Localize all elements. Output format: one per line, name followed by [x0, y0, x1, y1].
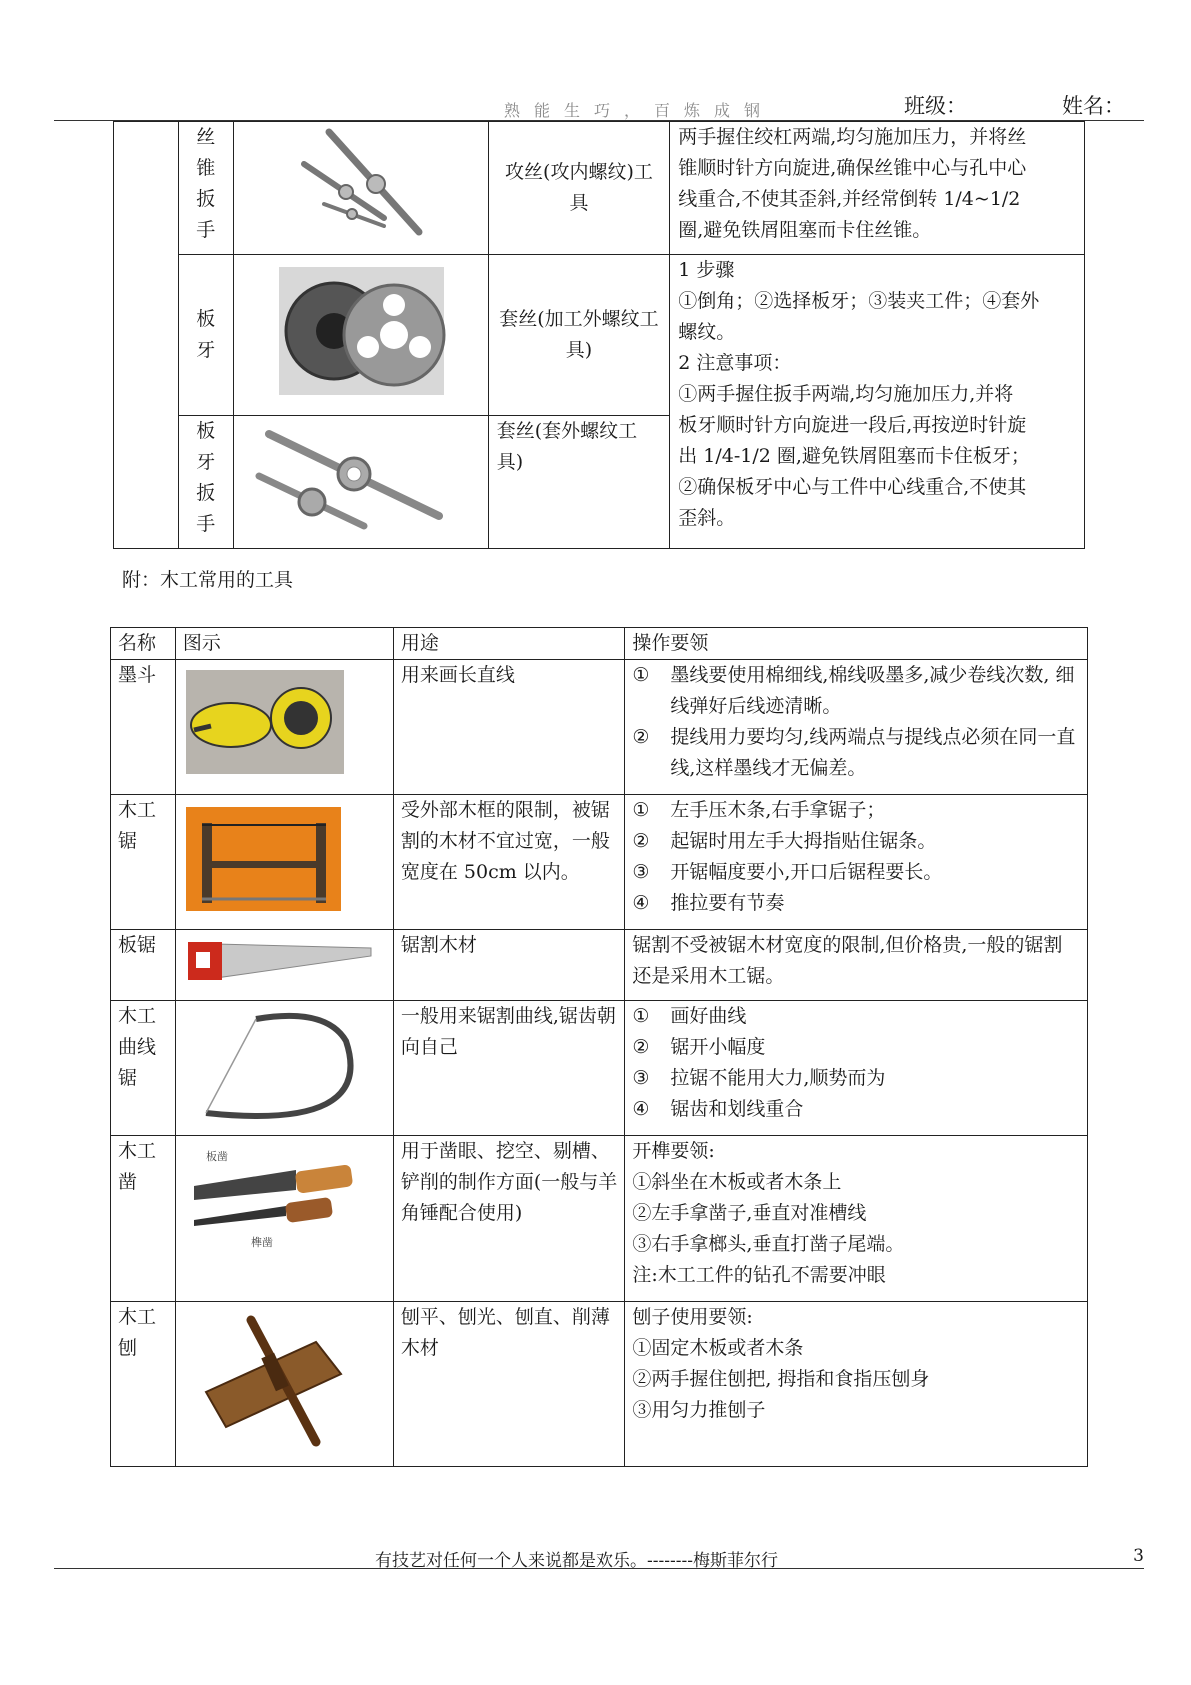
table-header-row — [111, 628, 1088, 660]
tap-wrench-icon — [234, 122, 488, 244]
tool-use: 用于凿眼、挖空、剔槽、铲削的制作方面(一般与羊角锤配合使用) — [393, 1136, 624, 1302]
round-die-icon — [234, 255, 488, 405]
table-row — [114, 255, 1085, 416]
table-row — [111, 930, 1088, 1001]
hand-saw-icon — [176, 930, 393, 990]
table-row — [111, 660, 1088, 795]
tool-name: 墨斗 — [111, 660, 176, 795]
category-cell — [114, 122, 179, 549]
tool-image-cell — [175, 795, 393, 930]
page-header — [54, 84, 1144, 121]
class-label: 班级： — [904, 94, 967, 118]
tool-method: ① 左手压木条,右手拿锯子； ② 起锯时用左手大拇指贴住锯条。 ③ 开锯幅度要小,开口后锯程要长。 ④ 推拉要有节奏 — [625, 795, 1088, 930]
chisel-icon — [176, 1136, 393, 1291]
tool-use: 用来画长直线 — [393, 660, 624, 795]
tool-image-cell — [175, 660, 393, 795]
frame-saw-icon — [176, 795, 393, 919]
tool-name: 板锯 — [111, 930, 176, 1001]
tool-image-cell — [233, 255, 488, 416]
tool-image-cell — [175, 1136, 393, 1302]
header-name: 名称 — [111, 628, 176, 660]
page-number: 3 — [1133, 1546, 1144, 1566]
tool-use: 受外部木框的限制，被锯割的木材不宜过宽，一般宽度在 50cm 以内。 — [393, 795, 624, 930]
tool-method: 锯割不受被锯木材宽度的限制,但价格贵,一般的锯割还是采用木工锯。 — [625, 930, 1088, 1001]
svg-text:板凿: 板凿 — [205, 1150, 228, 1163]
tool-method: ① 画好曲线 ② 锯开小幅度 ③ 拉锯不能用大力,顺势而为 ④ 锯齿和划线重合 — [625, 1001, 1088, 1136]
header-use: 用途 — [393, 628, 624, 660]
name-label: 姓名： — [1062, 94, 1125, 118]
appendix-note: 附：木工常用的工具 — [122, 569, 294, 591]
tool-image-cell — [233, 122, 488, 255]
page-footer — [54, 1548, 1144, 1569]
tool-desc: 1 步骤 ①倒角；②选择板牙；③装夹工件；④套外 螺纹。 2 注意事项： ①两手握住扳手两端,均匀施加压力,并将 板牙顺时针方向旋进一段后,再按逆时针旋 出 1/4-1/2 圈,避免铁屑阻塞而卡住板牙； ②确保板牙中心与工件中心线重合,不使其 歪斜。 — [670, 255, 1085, 549]
tool-name: 木工曲线锯 — [111, 1001, 176, 1136]
hand-plane-icon — [176, 1302, 393, 1456]
table-row — [111, 1302, 1088, 1467]
metal-tools-table — [113, 121, 1085, 549]
tool-name: 木工锯 — [111, 795, 176, 930]
table-row — [111, 1001, 1088, 1136]
table-row — [111, 1136, 1088, 1302]
tool-name: 丝 锥 扳 手 — [178, 122, 233, 255]
tool-method: ① 墨线要使用棉细线,棉线吸墨多,减少卷线次数, 细线弹好后线迹清晰。 ② 提线用力要均匀,线两端点与提线点必须在同一直线,这样墨线才无偏差。 — [625, 660, 1088, 795]
tool-image-cell — [175, 930, 393, 1001]
coping-saw-icon — [176, 1001, 393, 1125]
tool-name: 木工刨 — [111, 1302, 176, 1467]
table-row — [114, 122, 1085, 255]
footer-quote: 有技艺对任何一个人来说都是欢乐。--------梅斯菲尔行 — [375, 1551, 778, 1571]
tool-image-cell — [233, 416, 488, 549]
tool-use: 刨平、刨光、刨直、削薄木材 — [393, 1302, 624, 1467]
tool-method: 刨子使用要领: ①固定木板或者木条 ②两手握住刨把, 拇指和食指压刨身 ③用匀力推刨子 — [625, 1302, 1088, 1467]
tool-use: 套丝(加工外螺纹工具) — [488, 255, 669, 416]
tool-use: 攻丝(攻内螺纹)工具 — [488, 122, 669, 255]
motto: 熟能生巧，百炼成钢 — [504, 101, 775, 120]
header-method: 操作要领 — [625, 628, 1088, 660]
tool-use: 套丝(套外螺纹工具) — [488, 416, 669, 549]
tool-image-cell — [175, 1001, 393, 1136]
tool-method: 开榫要领: ①斜坐在木板或者木条上 ②左手拿凿子,垂直对准槽线 ③右手拿榔头,垂直打凿子尾端。 注:木工工件的钻孔不需要冲眼 — [625, 1136, 1088, 1302]
header-image: 图示 — [175, 628, 393, 660]
tool-name: 板 牙 扳 手 — [178, 416, 233, 549]
tool-use: 锯割木材 — [393, 930, 624, 1001]
svg-text:榫凿: 榫凿 — [250, 1236, 273, 1249]
tool-image-cell — [175, 1302, 393, 1467]
table-row — [111, 795, 1088, 930]
tool-name: 板 牙 — [178, 255, 233, 416]
tool-use: 一般用来锯割曲线,锯齿朝向自己 — [393, 1001, 624, 1136]
die-wrench-icon — [234, 416, 488, 538]
tool-name: 木工凿 — [111, 1136, 176, 1302]
tool-desc: 两手握住绞杠两端,均匀施加压力，并将丝 锥顺时针方向旋进,确保丝锥中心与孔中心 线重合,不使其歪斜,并经常倒转 1/4~1/2 圈,避免铁屑阻塞而卡住丝锥。 — [670, 122, 1085, 255]
woodwork-tools-table — [110, 627, 1088, 1467]
chalk-line-reel-icon — [176, 660, 393, 784]
